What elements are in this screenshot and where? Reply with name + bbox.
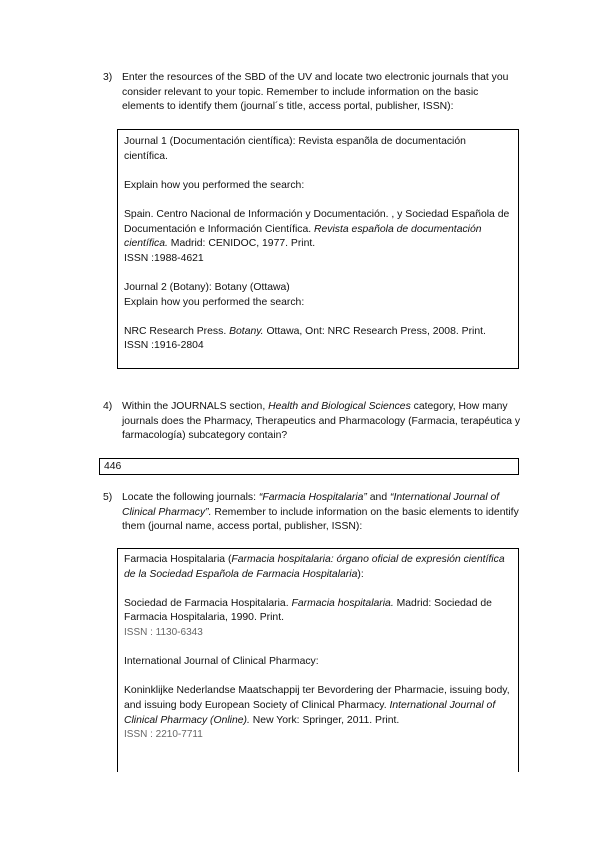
prompt-text: Within the JOURNALS section,: [122, 401, 266, 412]
prompt-text: Locate the following journals:: [122, 492, 257, 503]
prompt-journal-1: “Farmacia Hospitalaria”: [258, 492, 367, 503]
citation-1-tail: Madrid: CENIDOC, 1977. Print.: [170, 238, 316, 250]
journal-2-title: Journal 2 (Botany): Botany (Ottawa): [124, 281, 290, 293]
prompt-and: and: [369, 492, 388, 503]
citation-2: [124, 325, 512, 340]
answer-box-q5[interactable]: [117, 548, 519, 772]
citation-publisher: Sociedad de Farmacia Hospitalaria.: [124, 597, 289, 609]
question-number: 3): [103, 72, 113, 83]
journal-1-title: [124, 553, 512, 582]
question-prompt: [122, 400, 523, 444]
question-number: 5): [103, 492, 113, 503]
journal-1-issn: ISSN : 1130-6343: [124, 626, 203, 638]
answer-box-q4[interactable]: [99, 458, 519, 475]
journal-1-full-title: Farmacia hospitalaria: órgano oficial de expresión científica de la Sociedad Española de Farmacia Hospitalaria: [124, 554, 505, 580]
issn-1: ISSN :1988-4621: [124, 252, 204, 264]
prompt-text-rest: Remember to include information on the basic elements to identify them (journal name, access portal, publisher, ISSN):: [122, 506, 519, 533]
citation-journal: Farmacia hospitalaria.: [291, 597, 394, 609]
question-prompt: [122, 491, 523, 535]
citation-1-journal: Revista española de documentación científica.: [124, 223, 482, 250]
citation-1: [124, 208, 512, 252]
prompt-journal-2: “International Journal of Clinical Pharmacy”.: [122, 492, 500, 518]
citation-journal: International Journal of Clinical Pharmacy (Online).: [124, 699, 496, 726]
citation-2-tail: Ottawa, Ont: NRC Research Press, 2008. Print.: [266, 325, 486, 337]
issn-2: ISSN :1916-2804: [124, 340, 204, 352]
journal-2-issn: ISSN : 2210-7711: [124, 729, 203, 741]
prompt-text-rest: category, How many journals does the Pharmacy, Therapeutics and Pharmacology (Farmacia, terapéutica y farmacología) subcategory contain?: [122, 401, 521, 442]
citation-publisher: Koninklijke Nederlandse Maatschappij ter Bevordering der Pharmacie, issuing body, and issuing body European Society of Clinical Pharmacy.: [124, 685, 510, 711]
journal-1-title-close: ):: [357, 568, 364, 580]
citation-1-text: Spain. Centro Nacional de Información y Documentación. , y Sociedad Española de Documentación e Información Científica.: [124, 208, 510, 235]
citation-2-pre: NRC Research Press.: [124, 325, 227, 337]
journal-2-citation: [124, 684, 512, 728]
journal-1-title: Journal 1 (Documentación científica): Revista espanõla de documentación científica.: [124, 136, 466, 162]
question-prompt: Enter the resources of the SBD of the UV and locate two electronic journals that you consider relevant to your topic. Remember to include information on the basic elements to identify them (journal´s title, access portal, publisher, ISSN):: [122, 72, 509, 113]
explain-label-1: Explain how you performed the search:: [124, 179, 305, 191]
journal-1-name: Farmacia Hospitalaria (: [124, 554, 232, 565]
journal-1-citation: [124, 597, 512, 626]
citation-tail: Madrid: Sociedad de Farmacia Hospitalaria, 1990. Print.: [124, 597, 492, 624]
question-number: 4): [103, 401, 113, 412]
answer-value: 446: [104, 461, 122, 472]
answer-box-q3[interactable]: [117, 129, 519, 369]
citation-2-journal: Botany.: [229, 325, 264, 337]
prompt-category: Health and Biological Sciences: [268, 401, 411, 412]
explain-label-2: Explain how you performed the search:: [124, 296, 305, 308]
citation-tail: New York: Springer, 2011. Print.: [252, 714, 400, 726]
journal-2-title: International Journal of Clinical Pharmacy:: [124, 656, 319, 668]
